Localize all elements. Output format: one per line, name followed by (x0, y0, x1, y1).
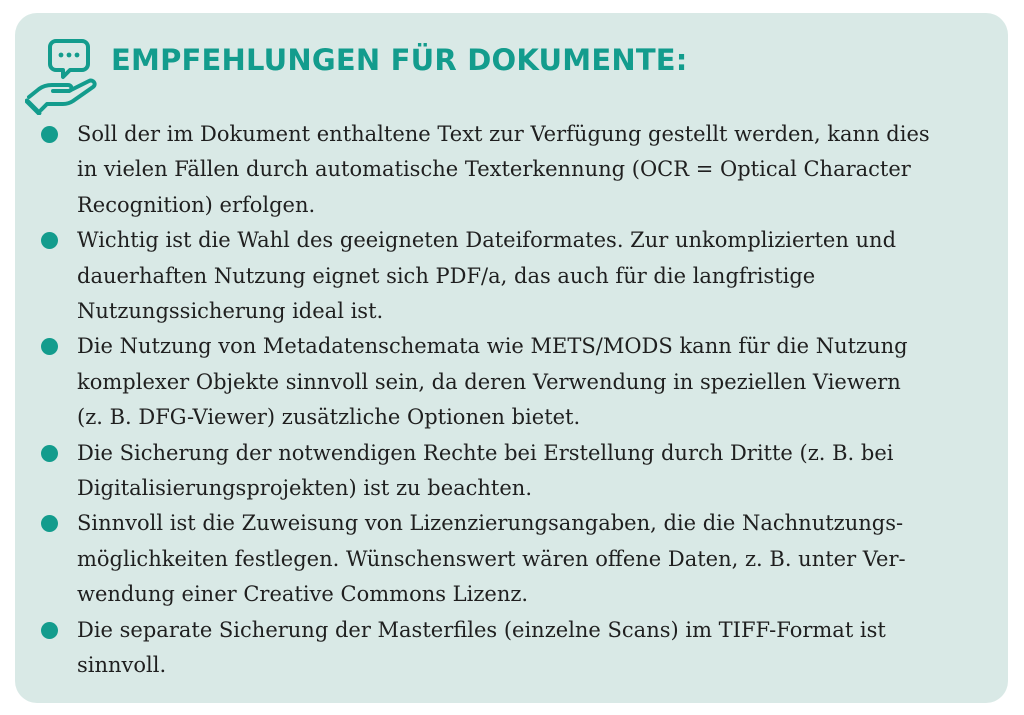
list-item (15, 436, 1008, 507)
list-item (15, 613, 1008, 684)
list-item (15, 329, 1008, 435)
item-line: Sinnvoll ist die Zuweisung von Lizenzierungsangaben, die die Nachnutzungs- (77, 511, 904, 536)
recommendations-panel (15, 13, 1008, 703)
item-line: Wichtig ist die Wahl des geeigneten Dateiformates. Zur unkomplizierten und (77, 228, 897, 253)
item-line: sinnvoll. (77, 653, 167, 678)
item-line: Die Nutzung von Metadatenschemata wie METS/MODS kann für die Nutzung (77, 334, 908, 359)
item-line: komplexer Objekte sinnvoll sein, da deren Verwendung in speziellen Viewern (77, 369, 901, 394)
bullet-dot (41, 622, 58, 639)
item-line: Soll der im Dokument enthaltene Text zur Verfügung gestellt werden, kann dies (77, 122, 930, 146)
item-line: Nutzungssicherung ideal ist. (77, 299, 384, 324)
bullet-dot (41, 338, 58, 355)
item-line: Die separate Sicherung der Masterfiles (einzelne Scans) im TIFF-Format ist (77, 617, 886, 642)
item-line: möglichkeiten festlegen. Wünschenswert wären offene Daten, z. B. unter Ver- (77, 546, 906, 571)
item-line: dauerhaften Nutzung eignet sich PDF/a, das auch für die langfristige (77, 263, 816, 288)
bullet-dot (41, 232, 58, 249)
bullet-dot (41, 515, 58, 532)
hand-with-speech-bubble-icon (25, 31, 105, 115)
bullet-dot (41, 445, 58, 462)
recommendation-list (15, 117, 1008, 684)
bullet-dot (41, 126, 58, 143)
item-line: Die Sicherung der notwendigen Rechte bei Erstellung durch Dritte (z. B. bei (77, 440, 894, 465)
item-line: in vielen Fällen durch automatische Texterkennung (OCR = Optical Character (77, 157, 911, 182)
list-item (15, 506, 1008, 612)
item-line: (z. B. DFG-Viewer) zusätzliche Optionen bietet. (77, 405, 581, 430)
item-line: wendung einer Creative Commons Lizenz. (77, 582, 529, 607)
item-line: Recognition) erfolgen. (77, 192, 316, 217)
list-item (15, 117, 1008, 223)
item-line: Digitalisierungsprojekten) ist zu beachten. (77, 476, 532, 501)
list-item (15, 223, 1008, 329)
page-title: EMPFEHLUNGEN FÜR DOKUMENTE: (111, 43, 688, 77)
